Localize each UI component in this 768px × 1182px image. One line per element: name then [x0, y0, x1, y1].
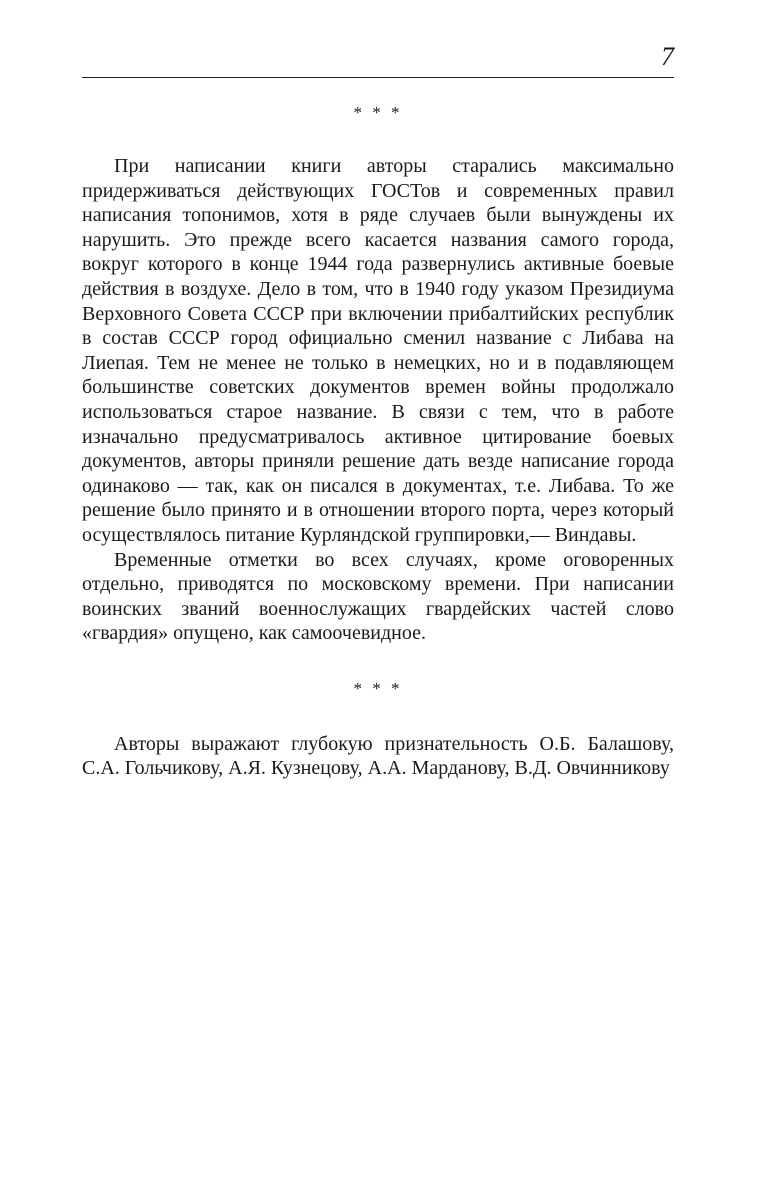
section-separator: * * * — [353, 678, 403, 698]
page-number: 7 — [661, 42, 674, 71]
page-body — [82, 100, 674, 781]
paragraph-toponyms: При написании книги авторы старались максимально придерживаться действующих ГОСТов и современных правил написания топонимов, хотя в ряде случаев были вынуждены их нарушить. Это прежде всего касается названия самого города, вокруг которого в конце 1944 года развернулись активные боевые действия в воздухе. Дело в том, что в 1940 году указом Президиума Верховного Совета СССР при включении прибалтийских республик в состав СССР город официально сменил название с Либава на Лиепая. Тем не менее не только в немецких, но и в подавляющем большинстве советских документов времен войны продолжало использоваться старое название. В связи с тем, что в работе изначально предусматривалось активное цитирование боевых документов, авторы приняли решение дать везде написание города одинаково — так, как он писался в документах, т.е. Либава. То же решение было принято и в отношении второго порта, через который осуществлялось питание Курляндской группировки,— Виндавы. — [82, 155, 674, 546]
section-separator: * * * — [353, 103, 403, 122]
paragraph-time-notes: Временные отметки во всех случаях, кроме оговоренных отдельно, приводятся по московскому времени. При написании воинских званий военнослужащих гвардейских частей слово «гвардия» опущено, как самоочевидное. — [82, 548, 674, 645]
paragraph-acknowledgment: Авторы выражают глубокую признательность О.Б. Балашову, С.А. Гольчикову, А.Я. Кузнецову, А.А. Марданову, В.Д. Овчинникову — [82, 732, 674, 780]
page-header — [82, 40, 674, 78]
